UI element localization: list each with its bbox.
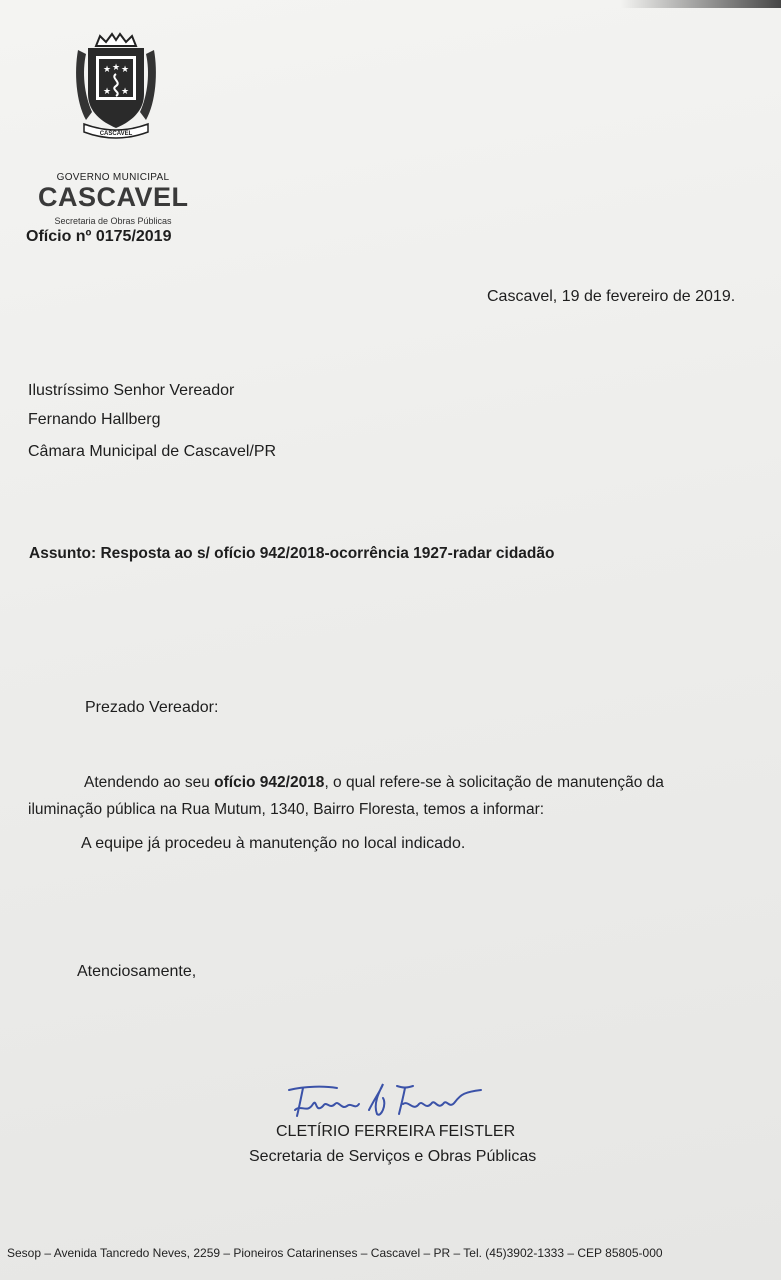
body-oficio-reference: ofício 942/2018 xyxy=(214,774,325,791)
recipient-institution: Câmara Municipal de Cascavel/PR xyxy=(28,443,277,460)
signatory-department: Secretaria de Serviços e Obras Públicas xyxy=(249,1148,537,1165)
page-edge-shadow xyxy=(621,0,781,8)
closing: Atenciosamente, xyxy=(77,963,197,980)
signatory-name: CLETÍRIO FERREIRA FEISTLER xyxy=(276,1123,516,1140)
footer-address: Sesop – Avenida Tancredo Neves, 2259 – Pioneiros Catarinenses – Cascavel – PR – Tel. (45)3902-1333 – CEP 85805-000 xyxy=(7,1246,663,1260)
body-paragraph-1 xyxy=(84,774,664,792)
logo-government-label: GOVERNO MUNICIPAL xyxy=(56,172,170,183)
logo-city-name: CASCAVEL xyxy=(38,182,189,212)
oficio-number: Ofício nº 0175/2019 xyxy=(26,228,172,245)
logo-department: Secretaria de Obras Públicas xyxy=(54,216,172,226)
subject-line: Assunto: Resposta ao s/ ofício 942/2018-ocorrência 1927-radar cidadão xyxy=(29,545,555,562)
svg-text:★: ★ xyxy=(103,64,112,74)
crest-banner-text: CASCAVEL xyxy=(99,131,133,137)
body-text-end: , o qual refere-se à solicitação de manutenção da xyxy=(324,774,664,791)
svg-text:★: ★ xyxy=(121,64,130,74)
salutation: Prezado Vereador: xyxy=(85,699,219,716)
recipient-name: Fernando Hallberg xyxy=(28,411,161,428)
city-crest-icon xyxy=(72,32,160,142)
svg-text:★: ★ xyxy=(121,86,130,96)
date-line: Cascavel, 19 de fevereiro de 2019. xyxy=(487,288,736,305)
recipient-title: Ilustríssimo Senhor Vereador xyxy=(28,382,235,399)
svg-text:★: ★ xyxy=(103,86,112,96)
svg-text:★: ★ xyxy=(112,62,121,72)
handwritten-signature xyxy=(285,1080,490,1122)
body-text-start: Atendendo ao seu xyxy=(84,774,215,791)
municipal-logo xyxy=(38,30,198,226)
body-paragraph-2: A equipe já procedeu à manutenção no local indicado. xyxy=(81,835,466,852)
body-paragraph-1-line-2: iluminação pública na Rua Mutum, 1340, Bairro Floresta, temos a informar: xyxy=(28,801,545,818)
